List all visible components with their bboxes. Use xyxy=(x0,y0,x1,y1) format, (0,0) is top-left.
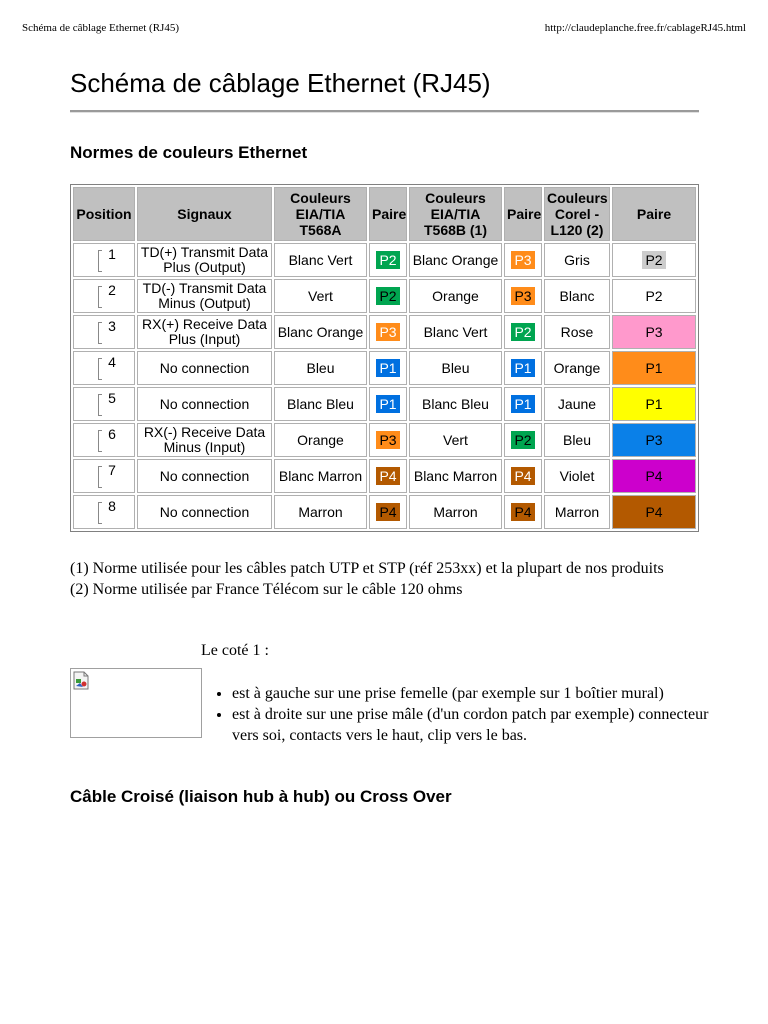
corel-color-cell: Gris xyxy=(544,243,610,277)
pair-badge: P1 xyxy=(376,359,399,377)
t568b-pair-cell xyxy=(504,495,542,529)
position-cell xyxy=(73,279,135,313)
table-row xyxy=(73,351,696,385)
pin-marker xyxy=(98,502,102,524)
signal-cell: No connection xyxy=(137,459,272,493)
position-cell xyxy=(73,423,135,457)
pair-badge: P3 xyxy=(376,431,399,449)
t568a-pair-cell xyxy=(369,351,407,385)
t568a-color-cell: Blanc Vert xyxy=(274,243,367,277)
pair-badge: P2 xyxy=(511,431,534,449)
running-header-url[interactable]: http://claudeplanche.free.fr/cablageRJ45.html xyxy=(544,22,746,34)
pair-badge: P3 xyxy=(645,432,663,448)
corel-color-cell: Jaune xyxy=(544,387,610,421)
pin-marker xyxy=(98,358,102,380)
table-row xyxy=(73,495,696,529)
pair-badge: P4 xyxy=(511,467,534,485)
pair-badge: P1 xyxy=(511,395,534,413)
pair-badge: P4 xyxy=(511,503,534,521)
position-number: 7 xyxy=(108,461,116,478)
signal-cell: No connection xyxy=(137,351,272,385)
t568a-pair-cell xyxy=(369,423,407,457)
connector-image-placeholder xyxy=(70,668,202,738)
list-item: • est à gauche sur une prise femelle (par exemple sur 1 boîtier mural) xyxy=(232,683,712,704)
pin-marker xyxy=(98,466,102,488)
t568b-color-cell: Blanc Marron xyxy=(409,459,502,493)
pair-badge: P4 xyxy=(645,468,663,484)
pin-marker xyxy=(98,322,102,344)
t568b-pair-cell xyxy=(504,459,542,493)
header-corel: Couleurs Corel - L120 (2) xyxy=(544,187,610,241)
corel-pair-cell xyxy=(612,423,696,457)
t568b-color-cell: Vert xyxy=(409,423,502,457)
corel-color-cell: Orange xyxy=(544,351,610,385)
position-cell xyxy=(73,351,135,385)
t568a-color-cell: Bleu xyxy=(274,351,367,385)
header-signaux: Signaux xyxy=(137,187,272,241)
pin-marker xyxy=(98,250,102,272)
t568b-pair-cell xyxy=(504,423,542,457)
section-heading-cross-over: Câble Croisé (liaison hub à hub) ou Cross Over xyxy=(70,787,452,806)
position-number: 3 xyxy=(108,317,116,334)
pin-marker xyxy=(98,394,102,416)
pair-badge: P3 xyxy=(376,323,399,341)
t568a-pair-cell xyxy=(369,279,407,313)
position-cell xyxy=(73,387,135,421)
corel-color-cell: Violet xyxy=(544,459,610,493)
position-cell xyxy=(73,459,135,493)
t568b-pair-cell xyxy=(504,387,542,421)
pair-badge: P3 xyxy=(511,287,534,305)
table-row xyxy=(73,243,696,277)
corel-color-cell: Rose xyxy=(544,315,610,349)
signal-cell: RX(+) Receive Data Plus (Input) xyxy=(137,315,272,349)
pair-badge: P1 xyxy=(645,396,663,412)
pair-badge: P2 xyxy=(642,251,665,269)
pin-marker xyxy=(98,286,102,308)
t568a-color-cell: Marron xyxy=(274,495,367,529)
t568b-color-cell: Bleu xyxy=(409,351,502,385)
signal-cell: RX(-) Receive Data Minus (Input) xyxy=(137,423,272,457)
t568b-color-cell: Marron xyxy=(409,495,502,529)
t568a-pair-cell xyxy=(369,387,407,421)
corel-pair-cell xyxy=(612,279,696,313)
pair-badge: P3 xyxy=(645,324,663,340)
table-row xyxy=(73,315,696,349)
t568b-color-cell: Blanc Bleu xyxy=(409,387,502,421)
running-header-title: Schéma de câblage Ethernet (RJ45) xyxy=(22,22,179,34)
header-t568a: Couleurs EIA/TIA T568A xyxy=(274,187,367,241)
signal-cell: No connection xyxy=(137,387,272,421)
position-number: 8 xyxy=(108,497,116,514)
position-number: 6 xyxy=(108,425,116,442)
corel-color-cell: Blanc xyxy=(544,279,610,313)
corel-pair-cell xyxy=(612,387,696,421)
table-row xyxy=(73,387,696,421)
t568a-color-cell: Orange xyxy=(274,423,367,457)
page-title: Schéma de câblage Ethernet (RJ45) xyxy=(70,68,491,98)
section-heading-color-norms: Normes de couleurs Ethernet xyxy=(70,143,308,162)
corel-pair-cell xyxy=(612,495,696,529)
position-number: 1 xyxy=(108,245,116,262)
table-row xyxy=(73,459,696,493)
t568a-color-cell: Blanc Marron xyxy=(274,459,367,493)
table-row xyxy=(73,423,696,457)
t568b-color-cell: Blanc Vert xyxy=(409,315,502,349)
t568a-color-cell: Vert xyxy=(274,279,367,313)
t568b-pair-cell xyxy=(504,279,542,313)
pair-badge: P2 xyxy=(376,251,399,269)
corel-pair-cell xyxy=(612,315,696,349)
position-number: 4 xyxy=(108,353,116,370)
t568a-color-cell: Blanc Bleu xyxy=(274,387,367,421)
corel-color-cell: Marron xyxy=(544,495,610,529)
pair-badge: P3 xyxy=(511,251,534,269)
t568a-pair-cell xyxy=(369,315,407,349)
header-paire-b: Paire xyxy=(504,187,542,241)
wiring-table xyxy=(70,184,699,532)
corel-pair-cell xyxy=(612,243,696,277)
cote-label: Le coté 1 : xyxy=(201,642,269,659)
broken-image-icon xyxy=(73,671,91,696)
position-cell xyxy=(73,315,135,349)
pair-badge: P1 xyxy=(645,360,663,376)
pair-badge: P4 xyxy=(645,504,663,520)
footnote-1: (1) Norme utilisée pour les câbles patch UTP et STP (réf 253xx) et la plupart de nos produits xyxy=(70,560,664,577)
pair-badge: P4 xyxy=(376,467,399,485)
t568b-pair-cell xyxy=(504,315,542,349)
signal-cell: TD(-) Transmit Data Minus (Output) xyxy=(137,279,272,313)
position-number: 5 xyxy=(108,389,116,406)
t568b-color-cell: Orange xyxy=(409,279,502,313)
t568a-pair-cell xyxy=(369,495,407,529)
t568a-color-cell: Blanc Orange xyxy=(274,315,367,349)
signal-cell: No connection xyxy=(137,495,272,529)
pair-badge: P1 xyxy=(376,395,399,413)
header-t568b: Couleurs EIA/TIA T568B (1) xyxy=(409,187,502,241)
cote-bullets xyxy=(212,683,712,746)
pair-badge: P1 xyxy=(511,359,534,377)
corel-pair-cell xyxy=(612,459,696,493)
pair-badge: P2 xyxy=(511,323,534,341)
position-number: 2 xyxy=(108,281,116,298)
footnote-2: (2) Norme utilisée par France Télécom sur le câble 120 ohms xyxy=(70,581,463,598)
title-divider xyxy=(70,110,699,113)
header-paire-c: Paire xyxy=(612,187,696,241)
pin-marker xyxy=(98,430,102,452)
pair-badge: P2 xyxy=(642,287,665,305)
header-position: Position xyxy=(73,187,135,241)
t568a-pair-cell xyxy=(369,459,407,493)
t568b-pair-cell xyxy=(504,243,542,277)
pair-badge: P4 xyxy=(376,503,399,521)
list-item: • est à droite sur une prise mâle (d'un cordon patch par exemple) connecteur vers soi, contacts vers le haut, clip vers le bas. xyxy=(232,704,712,746)
table-header-row xyxy=(73,187,696,241)
signal-cell: TD(+) Transmit Data Plus (Output) xyxy=(137,243,272,277)
table-row xyxy=(73,279,696,313)
t568b-color-cell: Blanc Orange xyxy=(409,243,502,277)
position-cell xyxy=(73,495,135,529)
footnotes xyxy=(70,558,700,600)
t568b-pair-cell xyxy=(504,351,542,385)
pair-badge: P2 xyxy=(376,287,399,305)
position-cell xyxy=(73,243,135,277)
corel-color-cell: Bleu xyxy=(544,423,610,457)
header-paire-a: Paire xyxy=(369,187,407,241)
corel-pair-cell xyxy=(612,351,696,385)
t568a-pair-cell xyxy=(369,243,407,277)
